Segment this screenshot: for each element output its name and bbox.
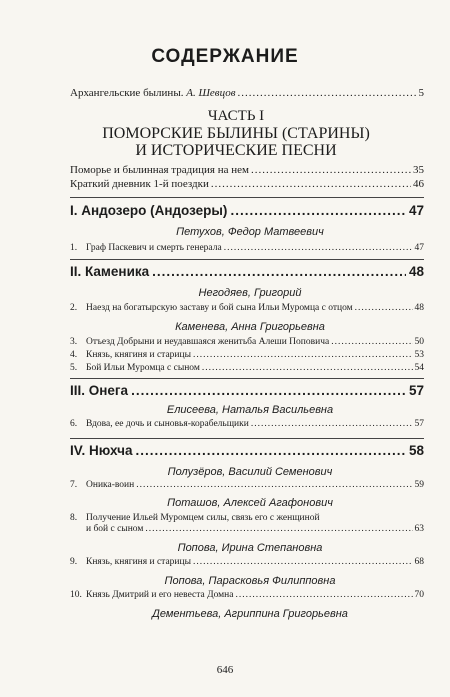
divider	[70, 259, 424, 260]
leader-dots	[152, 264, 406, 279]
item-page: 63	[414, 524, 424, 534]
toc-item[interactable]	[70, 557, 424, 567]
item-number: 2.	[70, 303, 78, 313]
toc-item[interactable]	[70, 303, 424, 313]
section-title: I. Андозеро (Андозеры)	[70, 203, 228, 218]
entry-page: 5	[418, 87, 424, 99]
item-text-continued: и бой с сыном	[86, 524, 144, 534]
item-number: 7.	[70, 480, 78, 490]
section-heading[interactable]	[70, 443, 424, 458]
toc-item[interactable]	[70, 350, 424, 360]
entry-author: А. Шевцов	[186, 87, 236, 99]
leader-dots	[235, 590, 412, 600]
section-title: IV. Нюхча	[70, 443, 133, 458]
section-title: II. Каменика	[70, 264, 150, 279]
item-page: 54	[414, 363, 424, 373]
toc-item[interactable]	[70, 480, 424, 490]
performer-name: Елисеева, Наталья Васильевна	[166, 404, 334, 416]
leader-dots	[355, 303, 413, 313]
toc-item[interactable]	[70, 243, 424, 253]
toc-entry[interactable]	[70, 178, 424, 190]
item-text: Наезд на богатырскую заставу и бой сына Ильи Муромца с отцом	[86, 303, 353, 313]
item-text: Получение Ильей Муромцем силы, связь его с женщиной	[86, 513, 320, 523]
item-number: 10.	[70, 590, 82, 600]
performer-name: Каменева, Анна Григорьевна	[175, 321, 325, 333]
item-page: 59	[414, 480, 424, 490]
item-text: Князь Дмитрий и его невеста Домна	[86, 590, 234, 600]
section-page: 48	[408, 264, 424, 279]
leader-dots	[331, 337, 412, 347]
performer-name: Негодяев, Григорий	[198, 287, 302, 299]
entry-text: Краткий дневник 1-й поездки	[70, 178, 209, 190]
entry-page: 46	[413, 178, 424, 190]
leader-dots	[193, 350, 413, 360]
performer-name: Попова, Парасковья Филипповна	[164, 575, 336, 587]
entry-text: Поморье и былинная традиция на нем	[70, 164, 249, 176]
item-text: Граф Паскевич и смерть генерала	[86, 243, 222, 253]
entry-text: Архангельские былины.	[70, 87, 187, 99]
item-text: Вдова, ее дочь и сыновья-корабельщики	[86, 419, 249, 429]
item-page: 53	[414, 350, 424, 360]
entry-page: 35	[413, 164, 424, 176]
toc-entry[interactable]	[70, 164, 424, 176]
performer-name: Дементьева, Агриппина Григорьевна	[152, 608, 348, 620]
performer-name: Полузёров, Василий Семенович	[167, 466, 333, 478]
divider	[70, 438, 424, 439]
item-number: 6.	[70, 419, 78, 429]
leader-dots	[193, 557, 413, 567]
item-page: 68	[414, 557, 424, 567]
section-page: 47	[408, 203, 424, 218]
section-title: III. Онега	[70, 383, 129, 398]
leader-dots	[136, 480, 412, 490]
item-number: 8.	[70, 513, 78, 523]
section-heading[interactable]	[70, 264, 424, 279]
item-page: 70	[414, 590, 424, 600]
performer-name: Поташов, Алексей Агафонович	[167, 497, 333, 509]
item-page: 48	[414, 303, 424, 313]
section-heading[interactable]	[70, 383, 424, 398]
item-text: Князь, княгиня и старицы	[86, 557, 191, 567]
divider	[70, 197, 424, 198]
item-number: 4.	[70, 350, 78, 360]
toc-item-line2[interactable]	[70, 524, 424, 534]
item-text: Оника-воин	[86, 480, 135, 490]
leader-dots	[202, 363, 413, 373]
leader-dots	[251, 164, 411, 176]
section-page: 58	[408, 443, 424, 458]
item-page: 57	[414, 419, 424, 429]
part-title-line1: ПОМОРСКИЕ БЫЛИНЫ (СТАРИНЫ)	[102, 125, 370, 142]
toc-item[interactable]	[70, 363, 424, 373]
leader-dots	[145, 524, 412, 534]
toc-item[interactable]	[70, 419, 424, 429]
page-title: СОДЕРЖАНИЕ	[151, 46, 299, 67]
item-page: 47	[414, 243, 424, 253]
leader-dots	[131, 383, 406, 398]
leader-dots	[237, 87, 416, 99]
leader-dots	[251, 419, 413, 429]
section-page: 57	[408, 383, 424, 398]
part-title-line2: И ИСТОРИЧЕСКИЕ ПЕСНИ	[135, 142, 337, 159]
leader-dots	[211, 178, 411, 190]
item-text: Отъезд Добрыни и неудавшаяся женитьба Алеши Поповича	[86, 337, 330, 347]
item-number: 1.	[70, 243, 78, 253]
leader-dots	[224, 243, 413, 253]
toc-item-line1[interactable]	[70, 513, 424, 523]
item-text: Князь, княгиня и старицы	[86, 350, 191, 360]
toc-item[interactable]	[70, 590, 424, 600]
item-number: 3.	[70, 337, 78, 347]
item-number: 9.	[70, 557, 78, 567]
section-heading[interactable]	[70, 203, 424, 218]
performer-name: Петухов, Федор Матвеевич	[176, 226, 324, 238]
leader-dots	[135, 443, 405, 458]
toc-entry-intro[interactable]	[70, 87, 424, 99]
item-number: 5.	[70, 363, 78, 373]
performer-name: Попова, Ирина Степановна	[177, 542, 323, 554]
part-number: ЧАСТЬ I	[207, 108, 265, 124]
toc-item[interactable]	[70, 337, 424, 347]
item-page: 50	[414, 337, 424, 347]
part-heading	[60, 108, 412, 159]
item-text: Бой Ильи Муромца с сыном	[86, 363, 200, 373]
leader-dots	[230, 203, 406, 218]
divider	[70, 378, 424, 379]
page-number: 646	[216, 664, 234, 676]
